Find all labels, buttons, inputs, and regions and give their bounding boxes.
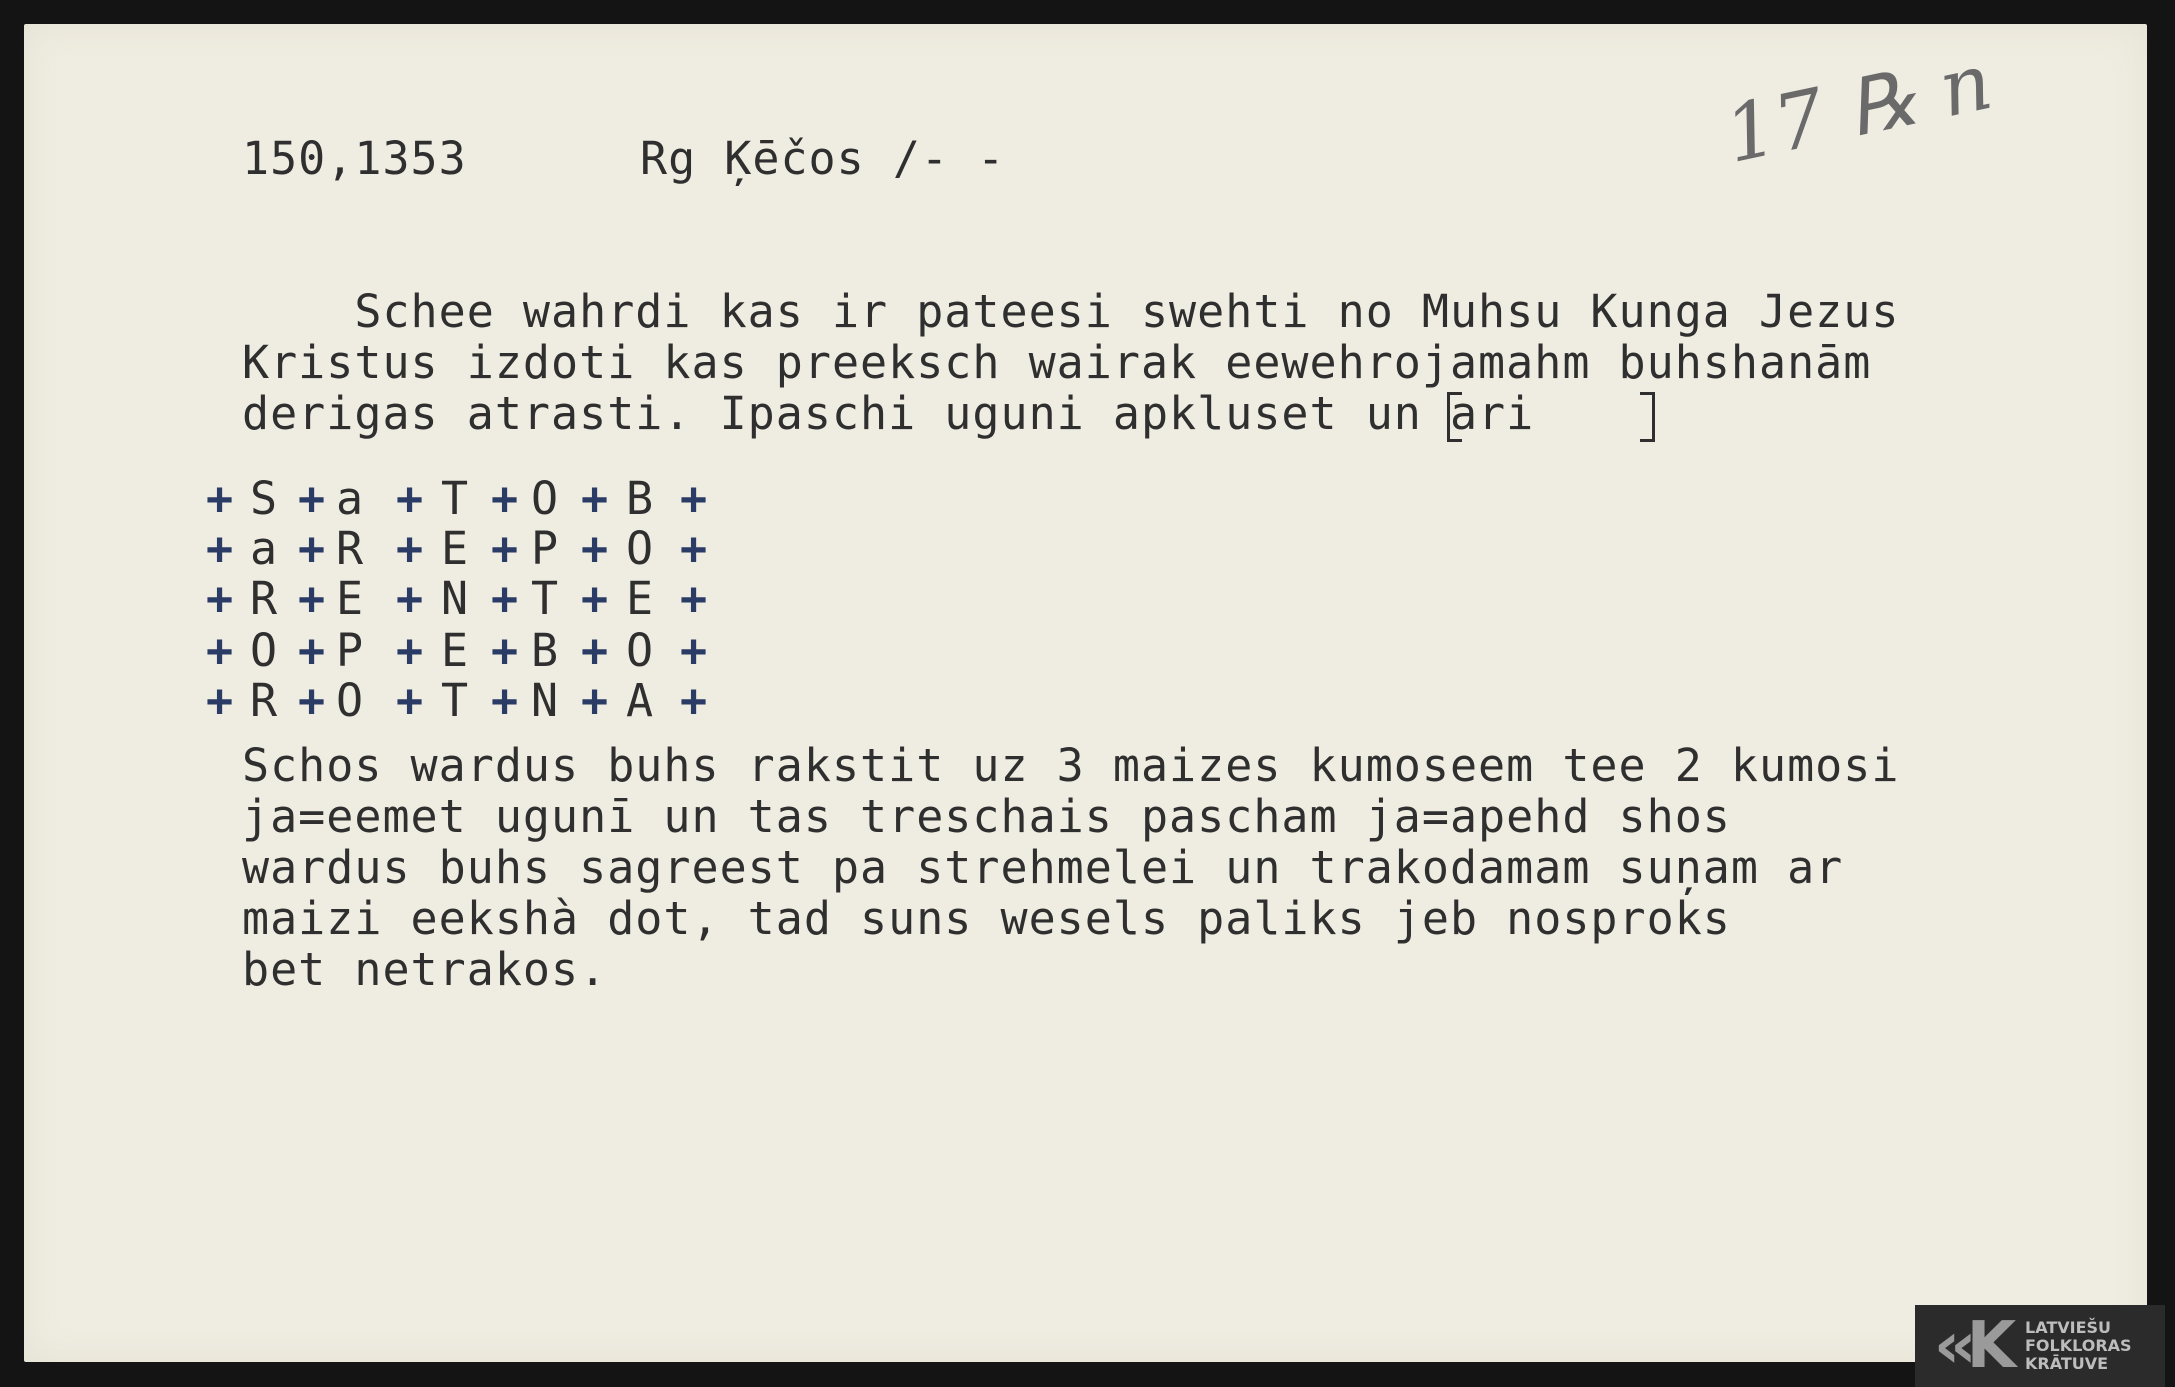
cross-mark: + (396, 624, 424, 677)
cross-mark: + (680, 624, 708, 677)
logo-text (2025, 1319, 2132, 1373)
sator-letter: A (626, 674, 654, 727)
cross-mark: + (396, 572, 424, 625)
sator-letter: T (441, 674, 469, 727)
sator-letter: O (531, 472, 559, 525)
cross-mark: + (298, 674, 326, 727)
sator-letter: E (441, 624, 469, 677)
cross-mark: + (206, 472, 234, 525)
paragraph-1-line-3: derigas atrasti. Ipaschi uguni apkluset un ari (242, 387, 1535, 440)
location-code: Rg Ķēčos /- - (640, 132, 1006, 185)
cross-mark: + (680, 522, 708, 575)
logo-line-2: FOLKLORAS (2025, 1336, 2132, 1355)
handwritten-note: 17 ℞ n (1717, 37, 2000, 181)
paragraph-2-line-3: wardus buhs sagreest pa strehmelei un trakodamam suņam ar (242, 841, 1844, 894)
sator-letter: a (250, 522, 278, 575)
cross-mark: + (298, 624, 326, 677)
cross-mark: + (298, 522, 326, 575)
cross-mark: + (581, 522, 609, 575)
cross-mark: + (206, 572, 234, 625)
cross-mark: + (491, 522, 519, 575)
sator-letter: N (441, 572, 469, 625)
sator-letter: E (441, 522, 469, 575)
sator-letter: T (531, 572, 559, 625)
cross-mark: + (491, 674, 519, 727)
sator-letter: O (250, 624, 278, 677)
logo-line-3: KRĀTUVE (2025, 1354, 2109, 1373)
sator-letter: E (336, 572, 364, 625)
cross-mark: + (298, 572, 326, 625)
bracket-left (1447, 392, 1462, 442)
cross-mark: + (680, 472, 708, 525)
paragraph-2-line-5: bet netrakos. (242, 943, 608, 996)
sator-letter: a (336, 472, 364, 525)
sator-letter: E (626, 572, 654, 625)
paragraph-1-line-1: Schee wahrdi kas ir pateesi swehti no Muhsu Kunga Jezus (242, 285, 1900, 338)
sator-letter: B (626, 472, 654, 525)
cross-mark: + (491, 624, 519, 677)
cross-mark: + (581, 674, 609, 727)
sator-letter: N (531, 674, 559, 727)
sator-letter: O (626, 522, 654, 575)
cross-mark: + (491, 472, 519, 525)
bracket-right (1640, 392, 1655, 442)
cross-mark: + (396, 472, 424, 525)
cross-mark: + (581, 472, 609, 525)
cross-mark: + (206, 522, 234, 575)
cross-mark: + (581, 572, 609, 625)
cross-mark: + (298, 472, 326, 525)
cross-mark: + (491, 572, 519, 625)
catalog-number: 150,1353 (242, 132, 467, 185)
paragraph-2-line-2: ja=eemet ugunī un tas treschais pascham ja=apehd shos (242, 790, 1731, 843)
sator-letter: O (626, 624, 654, 677)
sator-letter: P (336, 624, 364, 677)
cross-mark: + (396, 522, 424, 575)
paragraph-1-line-2: Kristus izdoti kas preeksch wairak eewehrojamahm buhshanām (242, 336, 1872, 389)
paragraph-2-line-4: maizi eekshà dot, tad suns wesels paliks jeb nosproks (242, 892, 1731, 945)
sator-letter: O (336, 674, 364, 727)
logo-mark-icon: ‹‹K (1933, 1309, 2007, 1383)
sator-letter: B (531, 624, 559, 677)
logo-line-1: LATVIEŠU (2025, 1318, 2112, 1337)
cross-mark: + (206, 624, 234, 677)
sator-letter: S (250, 472, 278, 525)
archive-card (24, 24, 2147, 1362)
cross-mark: + (396, 674, 424, 727)
sator-letter: T (441, 472, 469, 525)
sator-letter: R (250, 572, 278, 625)
cross-mark: + (680, 572, 708, 625)
paragraph-2-line-1: Schos wardus buhs rakstit uz 3 maizes kumoseem tee 2 kumosi (242, 739, 1900, 792)
cross-mark: + (206, 674, 234, 727)
sator-letter: R (250, 674, 278, 727)
cross-mark: + (581, 624, 609, 677)
archive-logo (1915, 1305, 2165, 1387)
cross-mark: + (680, 674, 708, 727)
sator-letter: P (531, 522, 559, 575)
sator-letter: R (336, 522, 364, 575)
